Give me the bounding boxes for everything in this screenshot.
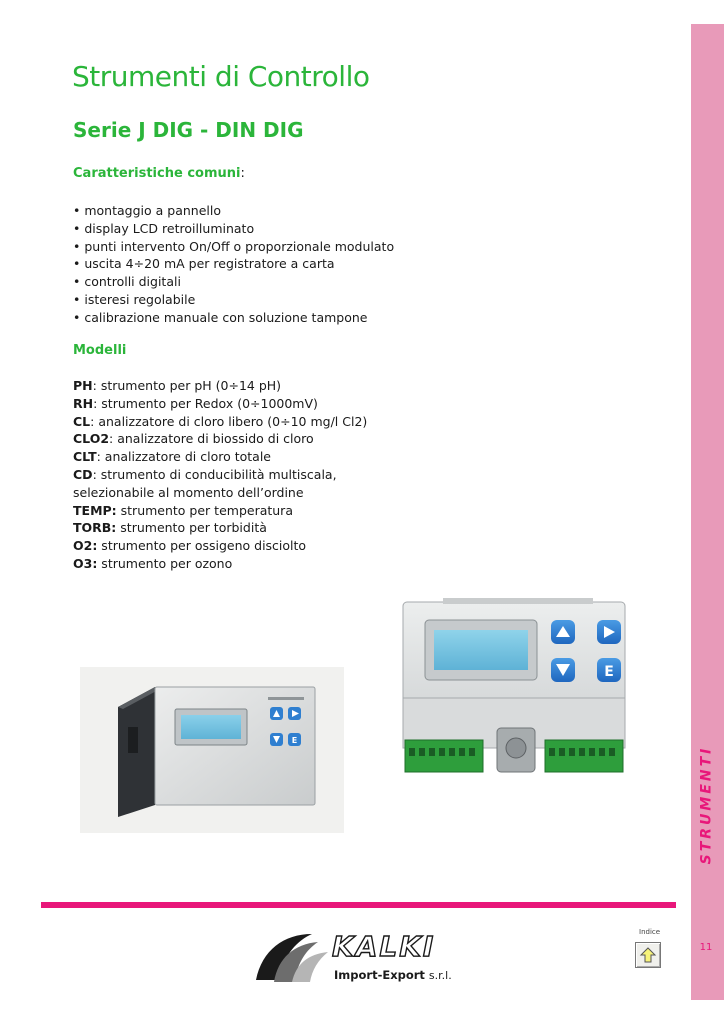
- models-list: [73, 377, 367, 573]
- panel-instrument-photo: [80, 667, 344, 833]
- model-sep: :: [92, 378, 97, 393]
- model-code: CLT: [73, 449, 97, 465]
- model-code: CD: [73, 466, 93, 482]
- model-desc: strumento per torbidità: [116, 520, 267, 536]
- index-label: Indice: [639, 928, 661, 936]
- logo-name: KALKI: [332, 930, 436, 963]
- logo-sub-text: Import-Export: [334, 968, 425, 982]
- model-desc: strumento per Redox (0÷1000mV): [97, 395, 318, 411]
- model-item: [73, 555, 367, 573]
- footer-divider: [41, 902, 676, 908]
- series-title: Serie J DIG - DIN DIG: [73, 118, 304, 142]
- logo-subtitle: [334, 968, 452, 982]
- features-heading-colon: :: [240, 166, 245, 181]
- model-item: [73, 484, 367, 502]
- model-item: [73, 466, 367, 484]
- index-button[interactable]: [635, 942, 661, 968]
- model-code: PH: [73, 378, 93, 393]
- din-instrument-photo: [385, 598, 637, 776]
- model-code: O3:: [73, 555, 98, 571]
- feature-item: • display LCD retroilluminato: [73, 220, 394, 238]
- model-desc: analizzatore di cloro libero (0÷10 mg/l Cl2): [94, 413, 368, 429]
- feature-item: • montaggio a pannello: [73, 202, 394, 220]
- model-code: TEMP:: [73, 502, 117, 518]
- model-item: [73, 413, 367, 431]
- model-sep: :: [96, 449, 101, 465]
- feature-item: • controlli digitali: [73, 273, 394, 291]
- model-desc: strumento per temperatura: [116, 502, 293, 518]
- model-item: [73, 448, 367, 466]
- model-code: CL: [73, 413, 91, 429]
- svg-text:E: E: [291, 736, 298, 745]
- section-label: [692, 735, 720, 875]
- logo-suffix: s.r.l.: [428, 969, 452, 982]
- model-sep: :: [93, 395, 98, 411]
- feature-item: • uscita 4÷20 mA per registratore a carta: [73, 255, 394, 273]
- model-item: [73, 377, 367, 395]
- model-desc: analizzatore di biossido di cloro: [113, 431, 314, 447]
- page-number: 11: [699, 942, 713, 953]
- model-item: [73, 502, 367, 520]
- model-item: [73, 430, 367, 448]
- model-code: RH: [73, 395, 94, 411]
- model-desc: strumento di conducibilità multiscala,: [96, 466, 337, 482]
- model-code: CLO2: [73, 431, 110, 447]
- model-sep: :: [92, 466, 97, 482]
- svg-text:E: E: [604, 664, 614, 680]
- din-instrument-illustration: [385, 598, 637, 776]
- features-heading: [73, 166, 245, 181]
- model-desc: selezionabile al momento dell’ordine: [73, 484, 304, 500]
- model-desc: strumento per ossigeno disciolto: [97, 538, 307, 554]
- model-item: [73, 537, 367, 555]
- model-sep: :: [109, 431, 114, 447]
- panel-instrument-illustration: [80, 667, 344, 833]
- feature-item: • isteresi regolabile: [73, 291, 394, 309]
- model-code: TORB:: [73, 520, 117, 536]
- model-item: [73, 519, 367, 537]
- feature-item: • punti intervento On/Off o proporzionale modulato: [73, 238, 394, 256]
- features-list: [73, 202, 394, 327]
- model-sep: :: [90, 413, 95, 429]
- logo-swoosh-icon: [254, 928, 334, 988]
- arrow-up-icon: [639, 946, 657, 964]
- model-desc: analizzatore di cloro totale: [100, 449, 271, 465]
- page-title: Strumenti di Controllo: [72, 60, 370, 93]
- model-item: [73, 395, 367, 413]
- model-desc: strumento per pH (0÷14 pH): [96, 378, 282, 393]
- models-heading: Modelli: [73, 343, 127, 358]
- model-code: O2:: [73, 538, 98, 554]
- features-heading-text: Caratteristiche comuni: [73, 166, 241, 181]
- section-label-text: STRUMENTI: [698, 745, 715, 865]
- feature-item: • calibrazione manuale con soluzione tampone: [73, 309, 394, 327]
- model-desc: strumento per ozono: [97, 555, 233, 571]
- company-logo: [254, 928, 476, 988]
